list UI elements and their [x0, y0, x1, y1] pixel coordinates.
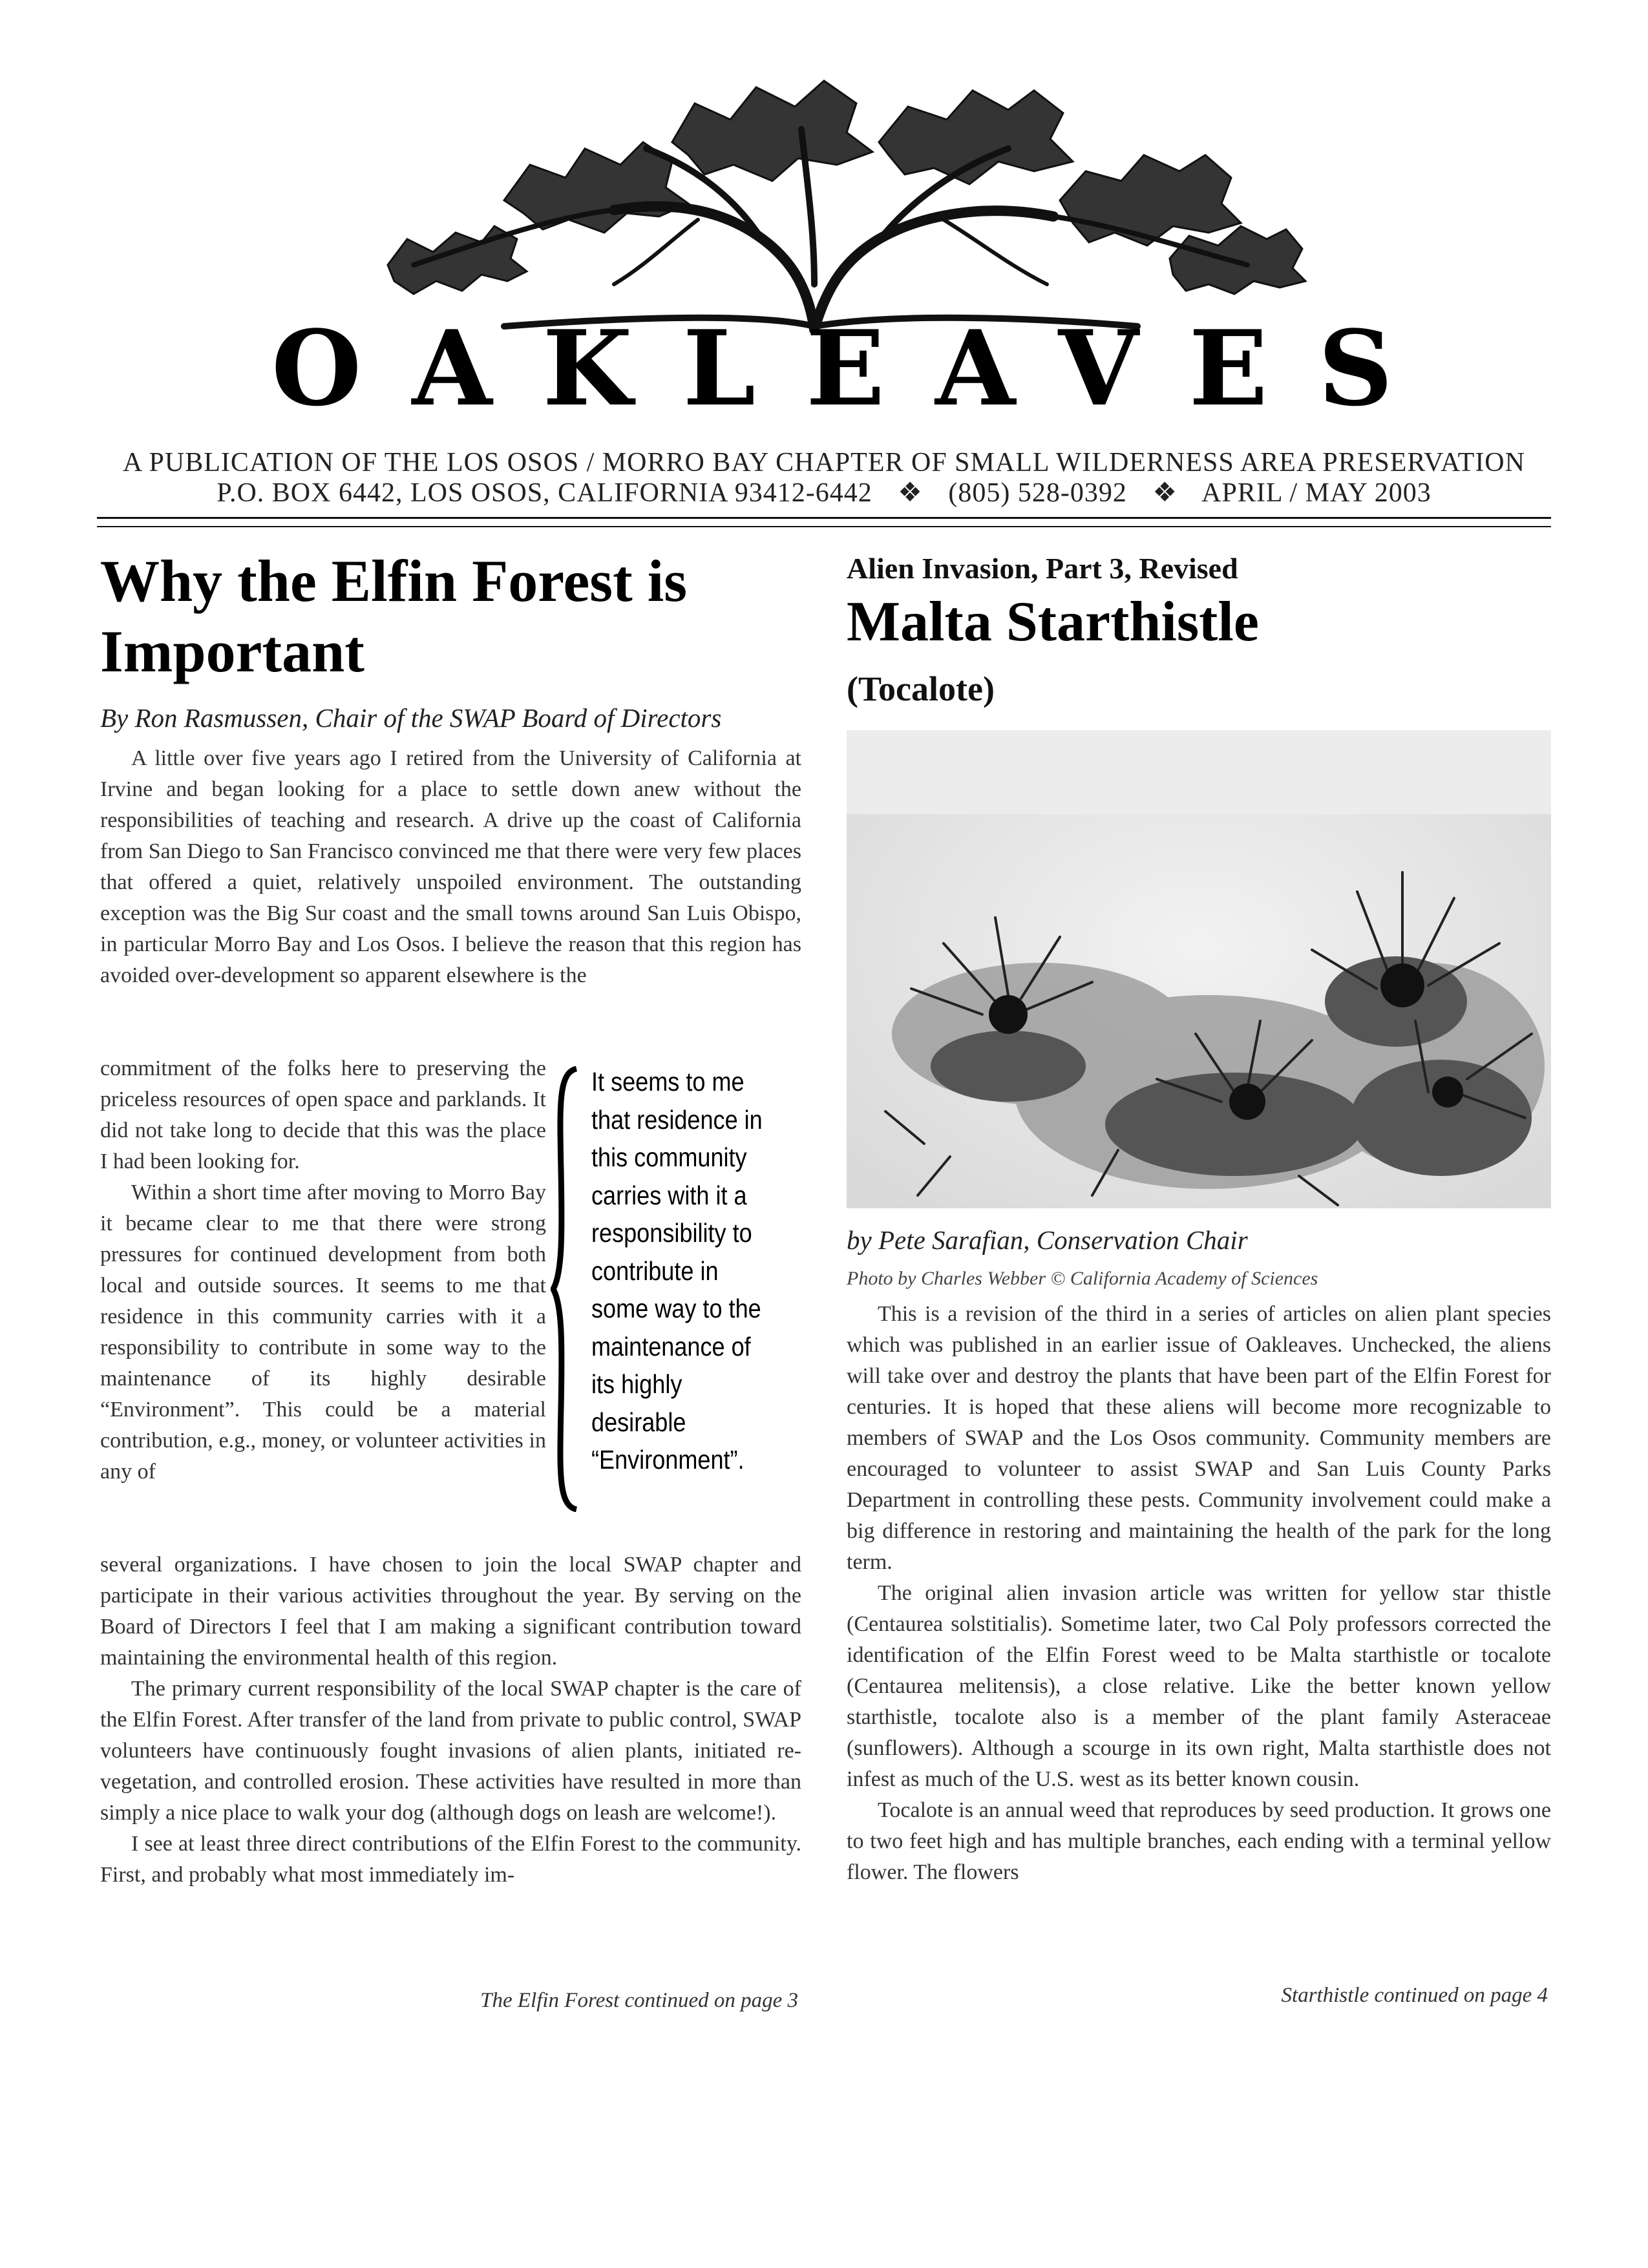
- article-body: [847, 1299, 1551, 1888]
- paragraph: The primary current responsibility of the local SWAP chapter is the care of the Elfin Forest. After transfer of the land from private to public control, SWAP volunteers have continuously fought invasions of alien plants, initiated re-vegetation, and controlled erosion. These activities have resulted in more than simply a nice place to walk your dog (although dogs on leash are welcome!).: [100, 1677, 801, 1825]
- paragraph: commitment of the folks here to preserving the priceless resources of open space and parklands. It did not take long to decide that this was the place I had been looking for.: [100, 1056, 546, 1173]
- phone-number: (805) 528-0392: [948, 478, 1127, 508]
- article-body: [100, 743, 801, 991]
- paragraph: several organizations. I have chosen to join the local SWAP chapter and participate in their various activities throughout the year. By serving on the Board of Directors I feel that I am making a significant contribution toward maintaining the environmental health of this region.: [100, 1553, 801, 1670]
- article-body: [100, 1053, 546, 1487]
- article-body: [100, 1549, 801, 1891]
- separator-icon: ❖: [898, 478, 923, 508]
- photo-credit: Photo by Charles Webber © California Academy of Sciences: [847, 1268, 1318, 1289]
- masthead-rule: [97, 526, 1551, 527]
- article-subhead: (Tocalote): [847, 669, 995, 708]
- article-headline: Malta Starthistle: [847, 591, 1259, 653]
- publication-line: A PUBLICATION OF THE LOS OSOS / MORRO BAY CHAPTER OF SMALL WILDERNESS AREA PRESERVATION: [123, 448, 1525, 478]
- article-kicker: Alien Invasion, Part 3, Revised: [847, 552, 1238, 585]
- continued-link[interactable]: The Elfin Forest continued on page 3: [480, 1989, 798, 2012]
- mailing-address: P.O. BOX 6442, LOS OSOS, CALIFORNIA 93412-6442: [217, 478, 872, 508]
- masthead-title: OAKLEAVES: [271, 308, 1444, 429]
- brace-icon: [551, 1066, 580, 1512]
- article-byline: By Ron Rasmussen, Chair of the SWAP Board of Directors: [100, 703, 722, 733]
- starthistle-photo: [847, 730, 1551, 1208]
- paragraph: A little over five years ago I retired from the University of California at Irvine and began looking for a place to settle down anew without the responsibilities of teaching and research. A drive up the coast of California from San Diego to San Francisco convinced me that there were very few places that offered a quiet, relatively unspoiled environment. The outstanding exception was the Big Sur coast and the small towns around San Luis Obispo, in particular Morro Bay and Los Osos. I believe the reason that this region has avoided over-development so apparent elsewhere is the: [100, 746, 801, 987]
- separator-icon: ❖: [1152, 478, 1178, 508]
- paragraph: This is a revision of the third in a series of articles on alien plant species which was published in an earlier issue of Oakleaves. Unchecked, the aliens will take over and destroy the plants that have been part of the Elfin Forest for centuries. It is hoped that these aliens will become more recognizable to members of SWAP and the Los Osos community. Community members are encouraged to volunteer to assist SWAP and San Luis County Parks Department in controlling these pests. Community involvement could make a big difference in restoring and maintaining the health of the park for the long term.: [847, 1302, 1551, 1574]
- article-byline: by Pete Sarafian, Conservation Chair: [847, 1225, 1248, 1255]
- pull-quote: It seems to me that residence in this community carries with it a responsibility to contribute in some way to the maintenance of its highly desirable “Environment”.: [591, 1067, 763, 1475]
- address-line: [97, 478, 1551, 508]
- paragraph: I see at least three direct contributions of the Elfin Forest to the community. First, and probably what most immediately im-: [100, 1832, 801, 1887]
- issue-date: APRIL / MAY 2003: [1201, 478, 1431, 508]
- paragraph: The original alien invasion article was written for yellow star thistle (Centaurea solstitialis). Sometime later, two Cal Poly professors corrected the identification of the Elfin Forest weed to be Malta starthistle or tocalote (Centaurea melitensis), a close relative. Like the better known yellow starthistle, tocalote also is a member of the plant family Asteraceae (sunflowers). Although a scourge in its own right, Malta starthistle does not infest as much of the U.S. west as its better known cousin.: [847, 1581, 1551, 1791]
- paragraph: Tocalote is an annual weed that reproduces by seed production. It grows one to two feet high and has multiple branches, each ending with a terminal yellow flower. The flowers: [847, 1798, 1551, 1884]
- article-headline: Why the Elfin Forest is Important: [100, 548, 688, 684]
- masthead-rule: [97, 517, 1551, 519]
- continued-link[interactable]: Starthistle continued on page 4: [1281, 1984, 1548, 2007]
- paragraph: Within a short time after moving to Morro Bay it became clear to me that there were strong pressures for continued development from both local and outside sources. It seems to me that residence in this community carries with it a responsibility to contribute in some way to the maintenance of its highly desirable “Environment”. This could be a material contribution, e.g., money, or volunteer activities in any of: [100, 1181, 546, 1484]
